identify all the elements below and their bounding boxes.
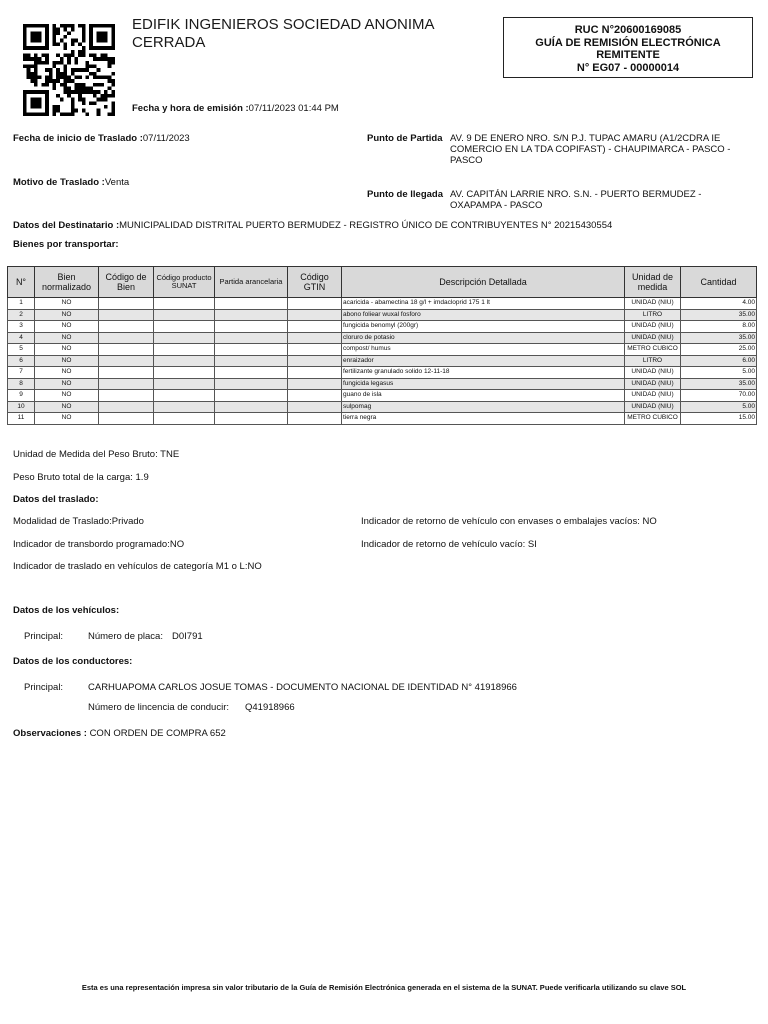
doc-number: N° EG07 - 00000014 (576, 61, 680, 74)
col-header-quantity: Cantidad (681, 267, 757, 298)
row-normalized: NO (35, 390, 99, 402)
row-code (99, 413, 154, 425)
emission-date (132, 103, 339, 114)
row-gtin (288, 355, 342, 367)
row-unit: LITRO (625, 309, 681, 321)
row-sunat-code (154, 367, 215, 379)
row-tariff (215, 321, 288, 333)
dest-label: Punto de llegada (367, 189, 444, 200)
table-row (8, 309, 757, 321)
row-code (99, 378, 154, 390)
m1-l-indicator: Indicador de traslado en vehículos de categoría M1 o L:NO (13, 561, 262, 572)
row-unit: METRO CUBICO (625, 344, 681, 356)
origin-label: Punto de Partida (367, 133, 443, 144)
table-row (8, 378, 757, 390)
row-code (99, 401, 154, 413)
row-tariff (215, 355, 288, 367)
dest-value: AV. CAPITÁN LARRIE NRO. S.N. - PUERTO BERMUDEZ - OXAPAMPA - PASCO (450, 189, 702, 211)
row-code (99, 355, 154, 367)
row-num: 1 (8, 298, 35, 310)
col-header-sunat-code: Código producto SUNAT (154, 267, 215, 298)
row-quantity: 5.00 (681, 401, 757, 413)
plate-label: Número de placa: (88, 631, 163, 642)
row-code (99, 332, 154, 344)
row-quantity: 8.00 (681, 321, 757, 333)
row-gtin (288, 367, 342, 379)
footer-disclaimer: Esta es una representación impresa sin valor tributario de la Guía de Remisión Electrónica generada en el sistema de la SUNAT. Puede verificarla utilizando su clave SOL (81, 983, 687, 992)
table-row (8, 298, 757, 310)
row-description: compost/ humus (342, 344, 625, 356)
row-num: 2 (8, 309, 35, 321)
row-gtin (288, 413, 342, 425)
row-gtin (288, 378, 342, 390)
col-header-gtin: Código GTIN (288, 267, 342, 298)
emission-label: Fecha y hora de emisión : (132, 103, 249, 114)
row-sunat-code (154, 355, 215, 367)
start-label: Fecha de inicio de Traslado : (13, 133, 143, 144)
row-description: fungicida legasus (342, 378, 625, 390)
row-quantity: 70.00 (681, 390, 757, 402)
qr-code (20, 24, 118, 116)
row-gtin (288, 309, 342, 321)
table-row (8, 355, 757, 367)
row-description: fungicida benomyl (200gr) (342, 321, 625, 333)
ruc-number: RUC N°20600169085 (574, 24, 682, 36)
col-header-code: Código de Bien (99, 267, 154, 298)
row-code (99, 309, 154, 321)
row-normalized: NO (35, 298, 99, 310)
row-description: abono foliear wuxal fosforo (342, 309, 625, 321)
table-row (8, 332, 757, 344)
recipient-label: Datos del Destinatario : (13, 220, 120, 231)
plate-value: D0I791 (172, 631, 203, 642)
recipient-value: MUNICIPALIDAD DISTRITAL PUERTO BERMUDEZ - REGISTRO ÚNICO DE CONTRIBUYENTES N° 20215430554 (119, 220, 613, 231)
reason-label: Motivo de Traslado : (13, 177, 105, 188)
row-sunat-code (154, 309, 215, 321)
col-header-normalized: Bien normalizado (35, 267, 99, 298)
row-num: 9 (8, 390, 35, 402)
col-header-tariff: Partida arancelaria (215, 267, 288, 298)
row-sunat-code (154, 298, 215, 310)
license-label: Número de lincencia de conducir: (88, 702, 229, 713)
doc-type-line2: REMITENTE (596, 49, 660, 61)
start-value: 07/11/2023 (142, 133, 190, 144)
row-quantity: 4.00 (681, 298, 757, 310)
row-unit: UNIDAD (NIU) (625, 378, 681, 390)
row-sunat-code (154, 413, 215, 425)
row-description: cloruro de potasio (342, 332, 625, 344)
goods-label: Bienes por transportar: (13, 239, 119, 250)
row-quantity: 15.00 (681, 413, 757, 425)
transfer-reason (13, 177, 129, 188)
row-num: 3 (8, 321, 35, 333)
row-code (99, 390, 154, 402)
row-quantity: 25.00 (681, 344, 757, 356)
row-normalized: NO (35, 332, 99, 344)
row-gtin (288, 332, 342, 344)
emission-value: 07/11/2023 01:44 PM (248, 103, 339, 114)
table-row (8, 390, 757, 402)
start-date (13, 133, 190, 144)
observations (13, 728, 226, 739)
row-quantity: 35.00 (681, 332, 757, 344)
row-tariff (215, 401, 288, 413)
row-num: 8 (8, 378, 35, 390)
row-tariff (215, 378, 288, 390)
vehicle-principal-label: Principal: (24, 631, 64, 642)
doc-type-line1: GUÍA DE REMISIÓN ELECTRÓNICA (535, 36, 721, 49)
return-empty-indicator: Indicador de retorno de vehículo vacío: SI (361, 539, 537, 550)
row-num: 6 (8, 355, 35, 367)
row-description: acaricida - abamectina 18 g/l + imdacloprid 175 1 lt (342, 298, 625, 310)
company-name: EDIFIK INGENIEROS SOCIEDAD ANONIMA CERRADA (132, 16, 434, 51)
row-unit: UNIDAD (NIU) (625, 390, 681, 402)
row-description: sulpomag (342, 401, 625, 413)
row-unit: UNIDAD (NIU) (625, 401, 681, 413)
row-gtin (288, 321, 342, 333)
drivers-label: Datos de los conductores: (13, 656, 133, 667)
table-row (8, 401, 757, 413)
row-code (99, 321, 154, 333)
col-header-description: Descripción Detallada (342, 267, 625, 298)
table-row (8, 413, 757, 425)
row-normalized: NO (35, 401, 99, 413)
row-quantity: 5.00 (681, 367, 757, 379)
row-unit: LITRO (625, 355, 681, 367)
col-header-num: N° (8, 267, 35, 298)
row-code (99, 298, 154, 310)
row-normalized: NO (35, 355, 99, 367)
row-sunat-code (154, 332, 215, 344)
license-value: Q41918966 (245, 702, 295, 713)
driver-principal-label: Principal: (24, 682, 64, 693)
row-tariff (215, 413, 288, 425)
row-gtin (288, 390, 342, 402)
row-num: 5 (8, 344, 35, 356)
row-unit: UNIDAD (NIU) (625, 332, 681, 344)
row-normalized: NO (35, 344, 99, 356)
row-description: tierra negra (342, 413, 625, 425)
row-quantity: 6.00 (681, 355, 757, 367)
table-header-row (8, 267, 757, 298)
row-quantity: 35.00 (681, 309, 757, 321)
row-tariff (215, 344, 288, 356)
row-quantity: 35.00 (681, 378, 757, 390)
table-row (8, 367, 757, 379)
row-gtin (288, 401, 342, 413)
table-row (8, 344, 757, 356)
driver-value: CARHUAPOMA CARLOS JOSUE TOMAS - DOCUMENTO NACIONAL DE IDENTIDAD N° 41918966 (88, 682, 517, 693)
row-tariff (215, 298, 288, 310)
row-description: enraizador (342, 355, 625, 367)
row-normalized: NO (35, 309, 99, 321)
row-num: 11 (8, 413, 35, 425)
row-normalized: NO (35, 367, 99, 379)
origin-value: AV. 9 DE ENERO NRO. S/N P.J. TUPAC AMARU (A1/2CDRA IE COMERCIO EN LA TDA COPIFAST) - CHAUPIMARCA - PASCO - PASCO (450, 133, 731, 166)
row-tariff (215, 390, 288, 402)
col-header-unit: Unidad de medida (625, 267, 681, 298)
row-sunat-code (154, 378, 215, 390)
row-sunat-code (154, 390, 215, 402)
row-description: fertilizante granulado solido 12-11-18 (342, 367, 625, 379)
observations-value: CON ORDEN DE COMPRA 652 (89, 728, 226, 739)
weight-unit: Unidad de Medida del Peso Bruto: TNE (13, 449, 180, 460)
return-packaging-indicator: Indicador de retorno de vehículo con envases o embalajes vacíos: NO (361, 516, 657, 527)
row-gtin (288, 344, 342, 356)
row-code (99, 367, 154, 379)
row-sunat-code (154, 321, 215, 333)
row-unit: UNIDAD (NIU) (625, 321, 681, 333)
table-row (8, 321, 757, 333)
row-tariff (215, 367, 288, 379)
row-normalized: NO (35, 321, 99, 333)
row-gtin (288, 298, 342, 310)
transfer-data-label: Datos del traslado: (13, 494, 99, 505)
row-num: 4 (8, 332, 35, 344)
row-unit: METRO CUBICO (625, 413, 681, 425)
transshipment-indicator: Indicador de transbordo programado:NO (13, 539, 185, 550)
weight-total: Peso Bruto total de la carga: 1.9 (13, 472, 149, 483)
row-normalized: NO (35, 413, 99, 425)
recipient (13, 220, 612, 231)
row-normalized: NO (35, 378, 99, 390)
row-sunat-code (154, 344, 215, 356)
observations-label: Observaciones : (13, 728, 87, 739)
document-id-box (503, 17, 753, 78)
row-unit: UNIDAD (NIU) (625, 298, 681, 310)
row-num: 10 (8, 401, 35, 413)
row-sunat-code (154, 401, 215, 413)
row-code (99, 344, 154, 356)
row-unit: UNIDAD (NIU) (625, 367, 681, 379)
transfer-modality: Modalidad de Traslado:Privado (13, 516, 144, 527)
goods-table (7, 266, 757, 425)
reason-value: Venta (104, 177, 130, 188)
row-description: guano de isla (342, 390, 625, 402)
row-tariff (215, 309, 288, 321)
row-tariff (215, 332, 288, 344)
vehicles-label: Datos de los vehículos: (13, 605, 120, 616)
row-num: 7 (8, 367, 35, 379)
